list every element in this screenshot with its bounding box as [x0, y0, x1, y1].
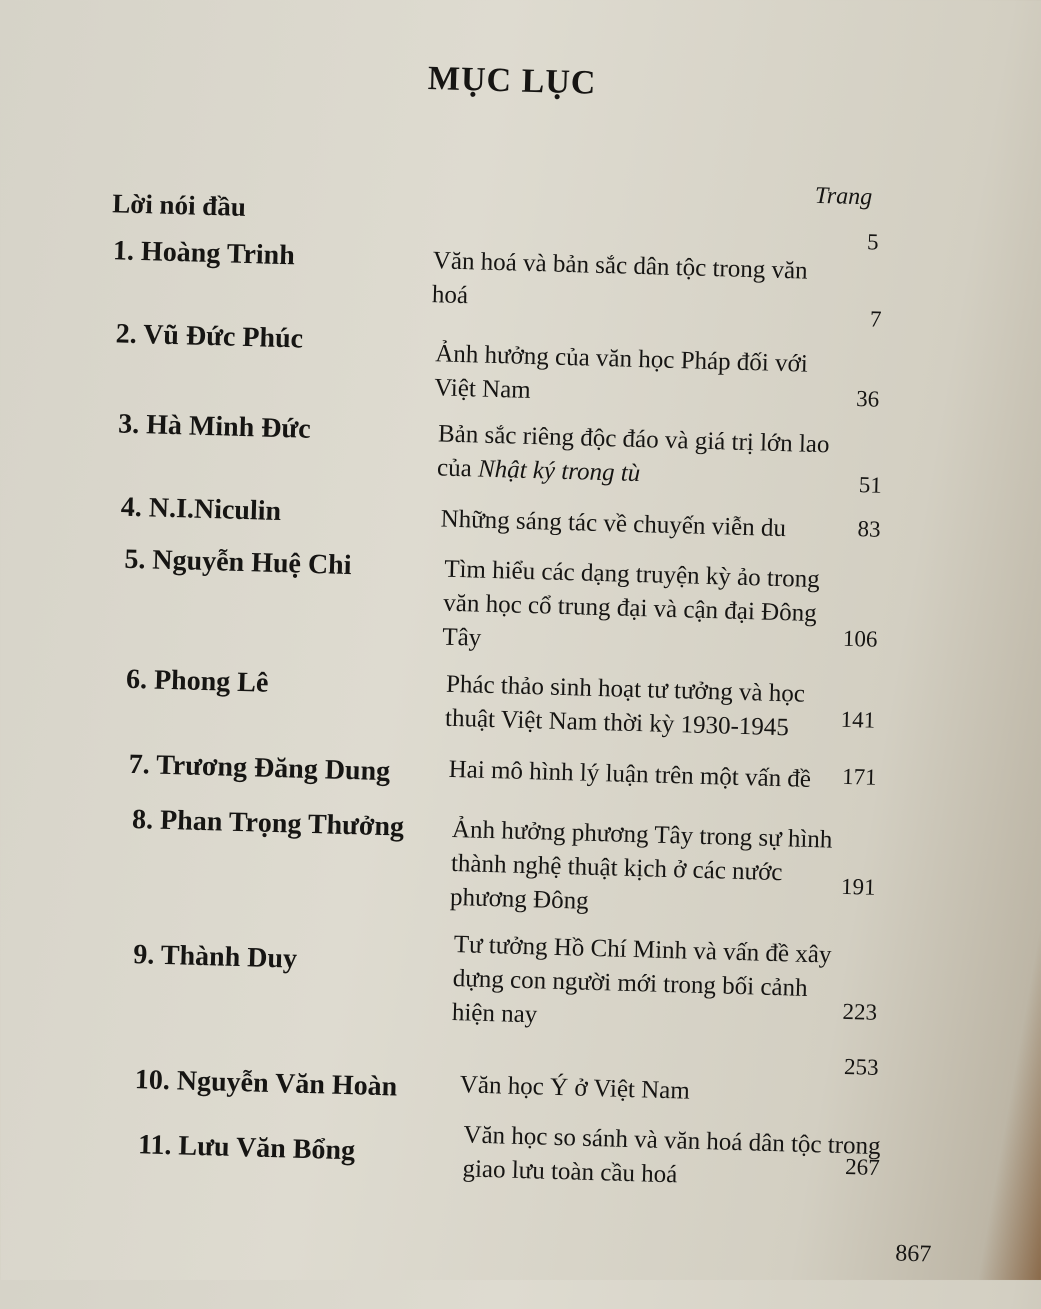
entry-title: Tư tưởng Hồ Chí Minh và vấn đề xây dựng con người mới trong bối cảnh hiện nay	[451, 931, 832, 1029]
entry-title: Văn hoá và bản sắc dân tộc trong văn hoá	[431, 247, 808, 310]
entry-author: 4. N.I.Niculin	[120, 491, 282, 528]
entry-page: 141	[840, 706, 876, 733]
entry-title: Văn học Ý ở Việt Nam	[459, 1071, 691, 1105]
entry-page: 267	[844, 1154, 881, 1181]
entry-page: 171	[841, 763, 877, 790]
entry-author: 1. Hoàng Trinh	[112, 235, 296, 272]
entry-title-text: Bản sắc riêng độc đáo và giá trị lớn lao của	[436, 420, 830, 483]
entry-title: Phác thảo sinh hoạt tư tưởng và học thuật Việt Nam thời kỳ 1930-1945	[444, 670, 806, 742]
entry-author: 2. Vũ Đức Phúc	[115, 318, 304, 355]
intro-page: 5	[866, 229, 879, 255]
page-number: 867	[894, 1240, 932, 1268]
entry-title: Ảnh hưởng của văn học Pháp đối với Việt Nam	[433, 340, 809, 404]
entry-author: 3. Hà Minh Đức	[117, 408, 312, 445]
entry-title: Những sáng tác về chuyến viễn du	[440, 505, 787, 543]
entry-title	[437, 417, 849, 496]
entry-title: Tìm hiểu các dạng truyện kỳ ảo trong văn học cổ trung đại và cận đại Đông Tây	[442, 555, 821, 652]
entry-title: Văn học so sánh và văn hoá dân tộc trong giao lưu toàn cầu hoá	[462, 1121, 881, 1189]
entry-page: 253	[843, 1053, 879, 1080]
entry-author: 5. Nguyễn Huệ Chi	[124, 543, 352, 582]
entry-author: 10. Nguyễn Văn Hoàn	[134, 1064, 398, 1103]
entry-page: 7	[869, 306, 882, 332]
entry-title: Hai mô hình lý luận trên một vấn đề	[448, 755, 812, 793]
entry-title-italic: Nhật ký trong tù	[477, 455, 641, 488]
entry-author: 8. Phan Trọng Thưởng	[131, 804, 405, 843]
entry-page: 51	[858, 472, 883, 498]
entry-author: 11. Lưu Văn Bổng	[137, 1129, 356, 1167]
entry-page: 191	[840, 873, 876, 900]
intro-label: Lời nói đầu	[111, 188, 247, 222]
page-title: MỤC LỤC	[427, 59, 597, 102]
entry-page: 83	[857, 516, 881, 542]
entry-author: 9. Thành Duy	[132, 939, 298, 975]
page-column-label: Trang	[814, 182, 873, 211]
entry-title: Ảnh hưởng phương Tây trong sự hình thành nghệ thuật kịch ở các nước phương Đông	[449, 815, 833, 915]
entry-author: 7. Trương Đăng Dung	[128, 748, 391, 788]
entry-page: 36	[855, 386, 880, 412]
entry-page: 223	[842, 998, 878, 1025]
entry-author: 6. Phong Lê	[125, 663, 269, 699]
entry-page: 106	[842, 625, 878, 652]
